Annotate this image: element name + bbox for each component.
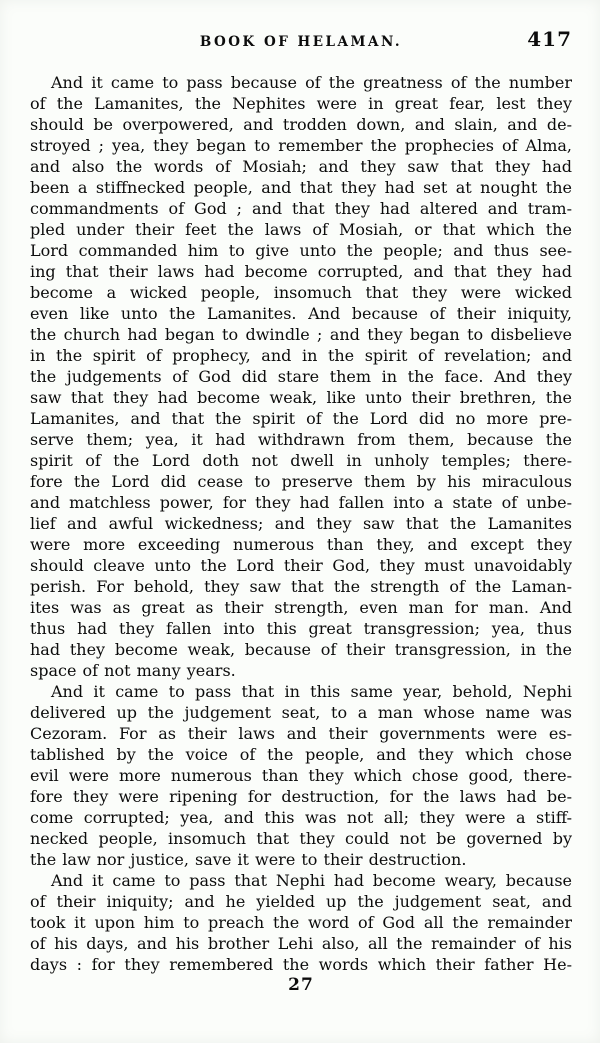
text-line: come corrupted; yea, and this was not all; they were a stiff- bbox=[30, 808, 572, 827]
paragraph bbox=[30, 870, 572, 975]
text-line: spirit of the Lord doth not dwell in unholy temples; there- bbox=[30, 451, 572, 470]
text-line: been a stiffnecked people, and that they had set at nought the bbox=[30, 178, 572, 197]
text-line: space of not many years. bbox=[30, 661, 236, 680]
text-line: perish. For behold, they saw that the strength of the Laman- bbox=[30, 577, 572, 596]
text-line: And it came to pass that in this same year, behold, Nephi bbox=[51, 682, 572, 701]
text-line: evil were more numerous than they which chose good, there- bbox=[30, 766, 572, 785]
text-line: days : for they remembered the words which their father He- bbox=[30, 955, 572, 974]
text-line: took it upon him to preach the word of God all the remainder bbox=[30, 913, 572, 932]
text-line: necked people, insomuch that they could not be governed by bbox=[30, 829, 572, 848]
text-line: Cezoram. For as their laws and their governments were es- bbox=[30, 724, 572, 743]
text-line: And it came to pass that Nephi had become weary, because bbox=[51, 871, 572, 890]
page-header bbox=[30, 27, 572, 51]
text-line: in the spirit of prophecy, and in the spirit of revelation; and bbox=[30, 346, 572, 365]
text-line: commandments of God ; and that they had altered and tram- bbox=[30, 199, 572, 218]
text-line: delivered up the judgement seat, to a man whose name was bbox=[30, 703, 572, 722]
running-title: BOOK OF HELAMAN. bbox=[199, 34, 403, 50]
text-line: were more exceeding numerous than they, and except they bbox=[30, 535, 572, 554]
text-line: of their iniquity; and he yielded up the judgement seat, and bbox=[30, 892, 572, 911]
paragraph bbox=[30, 72, 572, 681]
text-line: ites was as great as their strength, even man for man. And bbox=[30, 598, 572, 617]
text-line: thus had they fallen into this great transgression; yea, thus bbox=[30, 619, 572, 638]
signature-mark: 27 bbox=[288, 975, 314, 995]
text-line: saw that they had become weak, like unto their brethren, the bbox=[30, 388, 572, 407]
text-line: fore the Lord did cease to preserve them by his miraculous bbox=[30, 472, 572, 491]
paragraph bbox=[30, 681, 572, 870]
text-line: of his days, and his brother Lehi also, all the remainder of his bbox=[30, 934, 572, 953]
text-line: the church had began to dwindle ; and they began to disbelieve bbox=[30, 325, 572, 344]
text-line: Lamanites, and that the spirit of the Lord did no more pre- bbox=[30, 409, 572, 428]
text-line: tablished by the voice of the people, and they which chose bbox=[30, 745, 572, 764]
text-line: the judgements of God did stare them in the face. And they bbox=[30, 367, 572, 386]
text-line: should be overpowered, and trodden down, and slain, and de- bbox=[30, 115, 572, 134]
text-line: had they become weak, because of their transgression, in the bbox=[30, 640, 572, 659]
text-line: lief and awful wickedness; and they saw that the Lamanites bbox=[30, 514, 572, 533]
text-line: And it came to pass because of the greatness of the number bbox=[51, 73, 572, 92]
text-line: the law nor justice, save it were to their destruction. bbox=[30, 850, 467, 869]
text-line: Lord commanded him to give unto the people; and thus see- bbox=[30, 241, 572, 260]
text-line: and also the words of Mosiah; and they saw that they had bbox=[30, 157, 572, 176]
text-line: fore they were ripening for destruction, for the laws had be- bbox=[30, 787, 572, 806]
text-line: even like unto the Lamanites. And because of their iniquity, bbox=[30, 304, 572, 323]
text-line: serve them; yea, it had withdrawn from them, because the bbox=[30, 430, 572, 449]
text-line: ing that their laws had become corrupted, and that they had bbox=[30, 262, 572, 281]
page-number: 417 bbox=[527, 27, 572, 51]
page-footer bbox=[30, 975, 572, 995]
text-line: of the Lamanites, the Nephites were in great fear, lest they bbox=[30, 94, 572, 113]
text-line: pled under their feet the laws of Mosiah, or that which the bbox=[30, 220, 572, 239]
page-body bbox=[30, 72, 572, 975]
text-line: should cleave unto the Lord their God, they must unavoidably bbox=[30, 556, 572, 575]
text-line: stroyed ; yea, they began to remember the prophecies of Alma, bbox=[30, 136, 572, 155]
text-line: and matchless power, for they had fallen into a state of unbe- bbox=[30, 493, 572, 512]
text-line: become a wicked people, insomuch that they were wicked bbox=[30, 283, 572, 302]
